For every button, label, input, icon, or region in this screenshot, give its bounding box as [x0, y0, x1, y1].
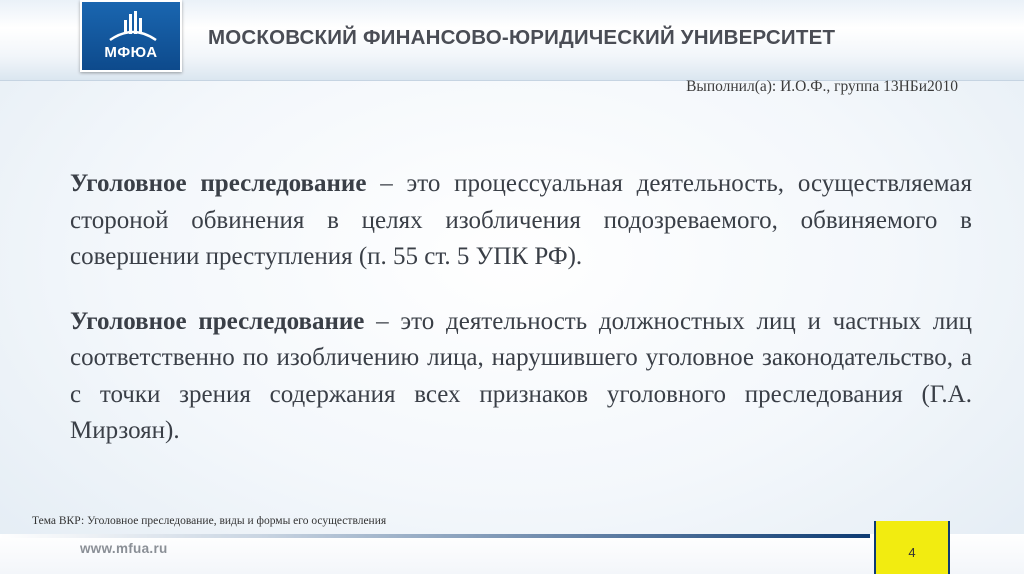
- definition-text: – это процессуальная деятельность, осуществляемая стороной обвинения в целях изобличения подозреваемого, обвиняемого в совершении преступления (п. 55 ст. 5 УПК РФ).: [70, 170, 972, 270]
- author-line: Выполнил(а): И.О.Ф., группа 13НБи2010: [686, 78, 958, 95]
- building-icon: [108, 10, 158, 42]
- header-bar: [0, 0, 1024, 81]
- university-name: МОСКОВСКИЙ ФИНАНСОВО-ЮРИДИЧЕСКИЙ УНИВЕРСИТЕТ: [208, 26, 836, 49]
- university-logo: [80, 0, 182, 72]
- definition-text: – это деятельность должностных лиц и частных лиц соответственно по изобличению лица, нарушившего уголовное законодательство, а с точки зрения содержания всех признаков уголовного преследования (Г.А. Мирзоян).: [70, 307, 972, 444]
- logo-text: МФЮА: [104, 44, 158, 61]
- page-number: 4: [908, 545, 916, 560]
- definition-term: Уголовное преследование: [70, 170, 367, 197]
- definition-paragraph: [70, 166, 972, 276]
- thesis-topic: Тема ВКР: Уголовное преследование, виды и формы его осуществления: [32, 515, 387, 527]
- footer-divider: [0, 534, 870, 538]
- definition-term: Уголовное преследование: [70, 307, 365, 335]
- slide-body: [70, 166, 972, 478]
- page-number-box: [874, 521, 950, 574]
- website-link[interactable]: www.mfua.ru: [80, 541, 168, 556]
- definition-paragraph: [70, 304, 972, 450]
